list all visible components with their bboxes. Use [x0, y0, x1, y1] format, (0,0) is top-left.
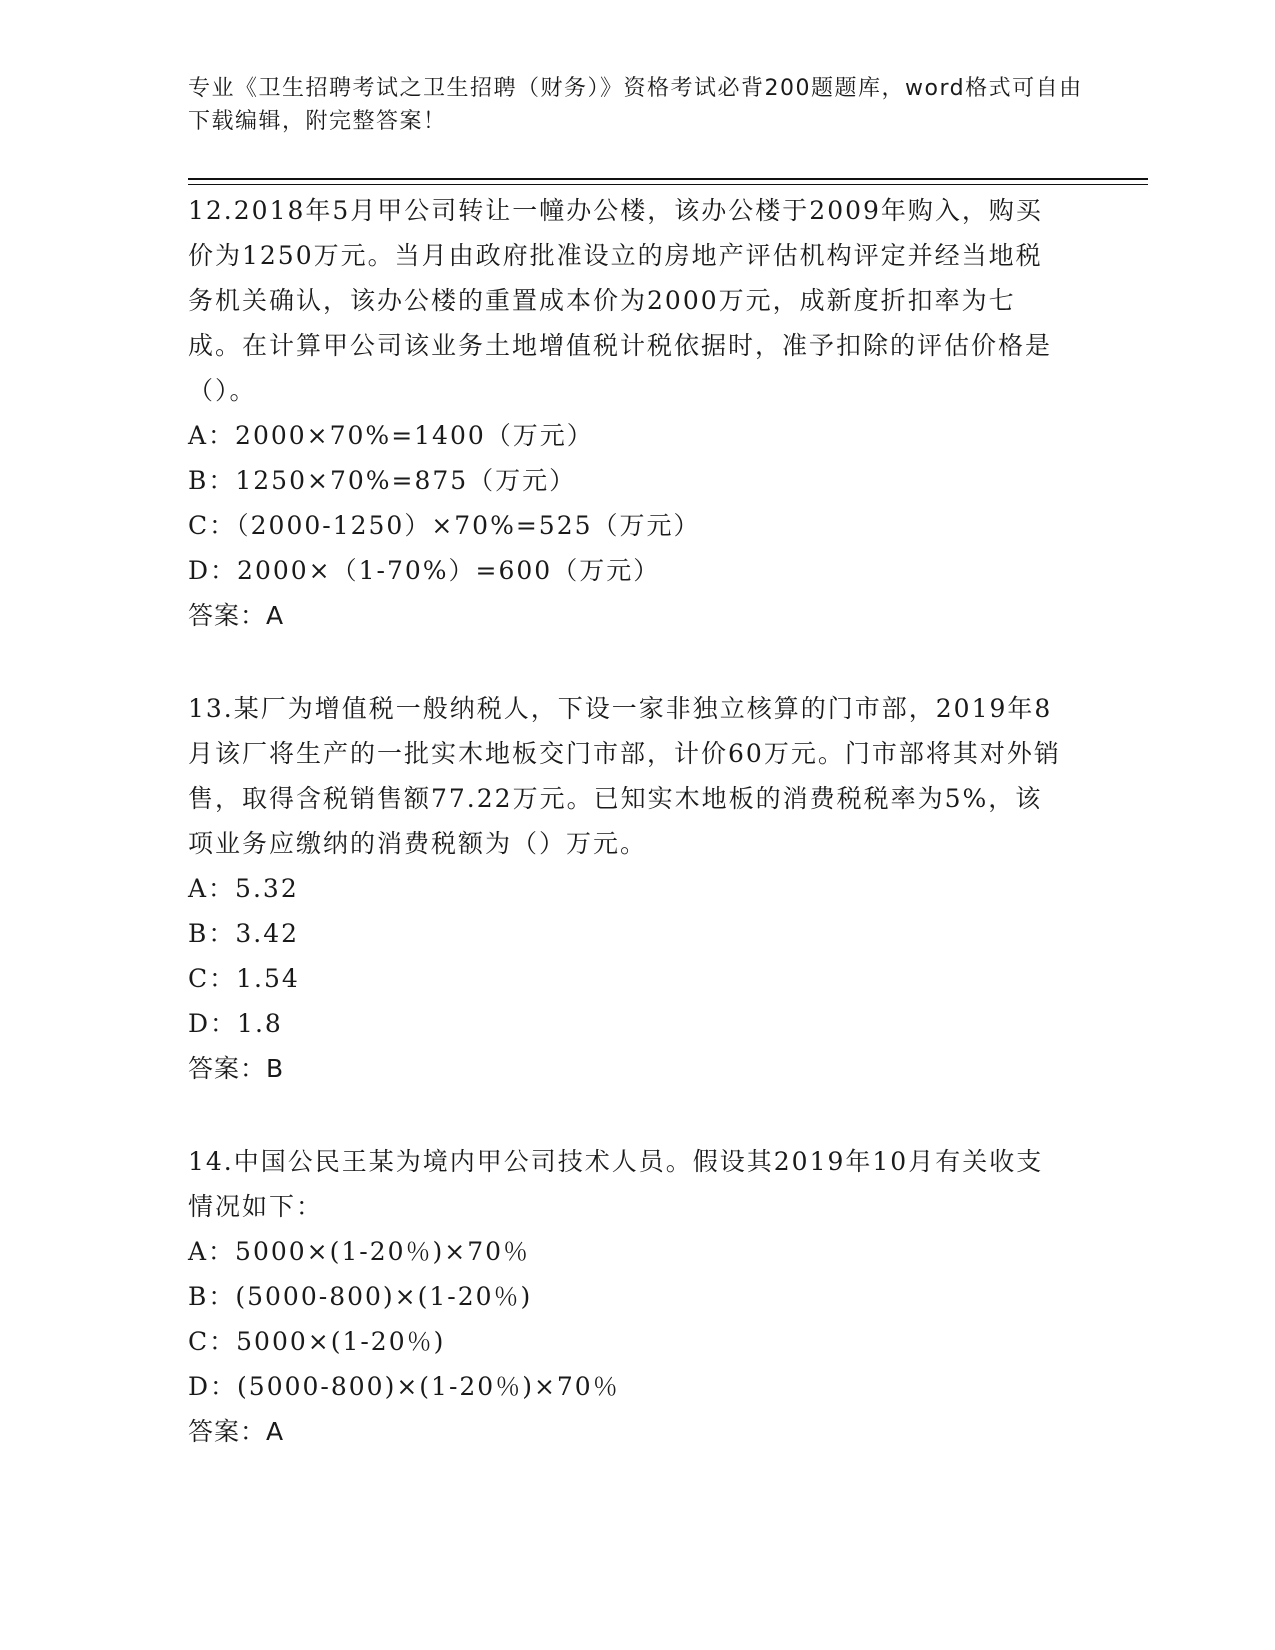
- option-c: C：5000×(1-20％): [188, 1327, 446, 1356]
- option-c: C：1.54: [188, 964, 300, 993]
- header-divider-thick: [188, 178, 1148, 180]
- question-spacer: [188, 1091, 1068, 1139]
- question-stem: 12.2018年5月甲公司转让一幢办公楼，该办公楼于2009年购入，购买价为1250万元。当月由政府批准设立的房地产评估机构评定并经当地税务机关确认，该办公楼的重置成本价为2000万元，成新度折扣率为七成。在计算甲公司该业务土地增值税计税依据时，准予扣除的评估价格是（）。: [188, 196, 1053, 405]
- option-a: A：2000×70%=1400（万元）: [188, 421, 594, 450]
- question-stem: 14.中国公民王某为境内甲公司技术人员。假设其2019年10月有关收支情况如下：: [188, 1147, 1044, 1221]
- option-a: A：5.32: [188, 874, 299, 903]
- header-divider-thin: [188, 184, 1148, 185]
- question-list: [188, 188, 1068, 1454]
- document-header: 专业《卫生招聘考试之卫生招聘（财务）》资格考试必背200题题库，word格式可自由下载编辑，附完整答案！: [188, 76, 1083, 134]
- answer-label: 答案：A: [188, 601, 285, 630]
- option-b: B：(5000-800)×(1-20％): [188, 1282, 533, 1311]
- option-d: D：1.8: [188, 1009, 283, 1038]
- question-stem: 13.某厂为增值税一般纳税人，下设一家非独立核算的门市部，2019年8月该厂将生产的一批实木地板交门市部，计价60万元。门市部将其对外销售，取得含税销售额77.22万元。已知实木地板的消费税税率为5%，该项业务应缴纳的消费税额为（）万元。: [188, 694, 1061, 858]
- answer-label: 答案：B: [188, 1054, 285, 1083]
- option-d: D：(5000-800)×(1-20％)×70％: [188, 1372, 620, 1401]
- option-c: C：（2000-1250）×70%=525（万元）: [188, 511, 701, 540]
- answer-label: 答案：A: [188, 1417, 285, 1446]
- option-b: B：3.42: [188, 919, 300, 948]
- question-13: [188, 686, 1068, 1091]
- question-12: [188, 188, 1068, 638]
- question-spacer: [188, 638, 1068, 686]
- option-b: B：1250×70%=875（万元）: [188, 466, 577, 495]
- option-a: A：5000×(1-20％)×70％: [188, 1237, 531, 1266]
- option-d: D：2000×（1-70%）=600（万元）: [188, 556, 661, 585]
- question-14: [188, 1139, 1068, 1454]
